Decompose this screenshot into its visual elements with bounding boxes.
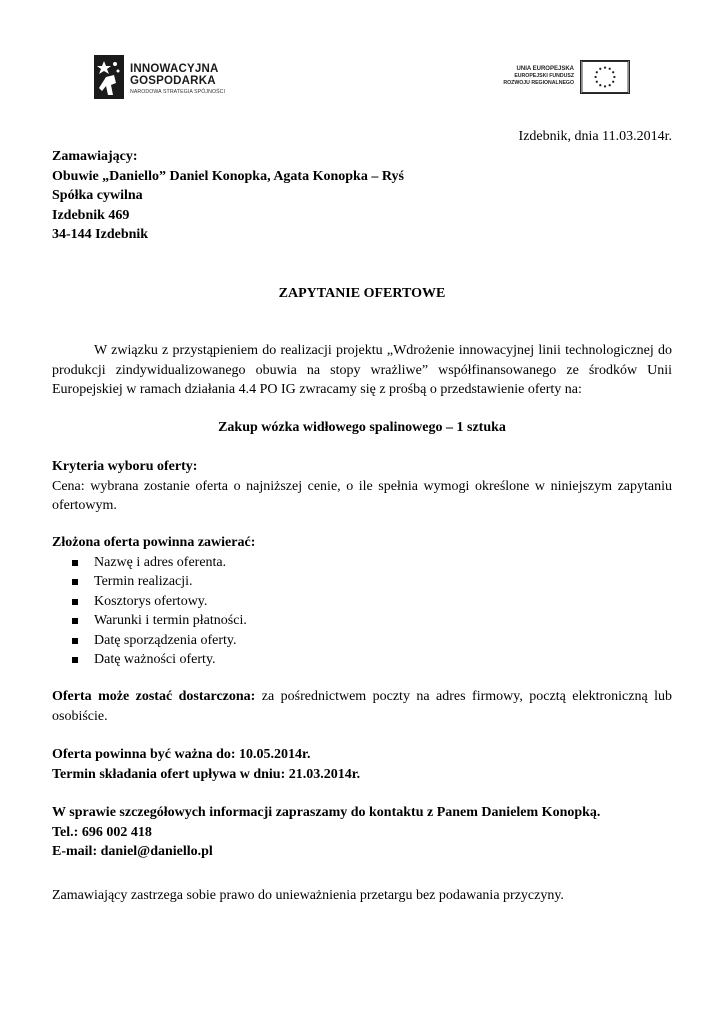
eu-flag-icon: [580, 60, 630, 94]
order-subject: Zakup wózka widłowego spalinowego – 1 sztuka: [218, 420, 506, 435]
criteria-heading: Kryteria wyboru oferty:: [52, 459, 198, 474]
eu-logo: [500, 60, 630, 94]
list-item: Termin realizacji.: [52, 572, 672, 592]
offer-deadline: Termin składania ofert upływa w dniu: 21.03.2014r.: [52, 766, 361, 782]
logo-left-line2: GOSPODARKA: [130, 75, 216, 87]
logo-left-line1: INNOWACYJNA: [130, 63, 219, 75]
contents-section: [52, 533, 672, 670]
intro-paragraph: W związku z przystąpieniem do realizacji projektu „Wdrożenie innowacyjnej linii technologicznej do produkcji zindywidualizowanego obuwia na stopy wrażliwe” współfinansowanego ze środków Unii Europejskiej w ramach działania 4.4 PO IG zwracamy się z prośbą o przedstawienie oferty na:: [52, 343, 672, 397]
place-date: Izdebnik, dnia 11.03.2014r.: [518, 129, 672, 144]
eu-logo-line3: ROZWOJU REGIONALNEGO: [503, 80, 574, 86]
orderer-block: [52, 147, 672, 245]
dates-section: [52, 745, 672, 784]
orderer-name: Obuwie „Daniello” Daniel Konopka, Agata Konopka – Ryś: [52, 168, 404, 184]
disclaimer: Zamawiający zastrzega sobie prawo do unieważnienia przetargu bez podawania przyczyny.: [52, 888, 564, 903]
figure-stars-icon: [94, 55, 124, 99]
eu-logo-line2: EUROPEJSKI FUNDUSZ: [514, 73, 574, 79]
contact-line: W sprawie szczegółowych informacji zapraszamy do kontaktu z Panem Danielem Konopką.: [52, 805, 601, 820]
list-item: Nazwę i adres oferenta.: [52, 553, 672, 573]
contact-email: E-mail: daniel@daniello.pl: [52, 844, 213, 859]
orderer-type: Spółka cywilna: [52, 188, 143, 203]
list-item: Datę sporządzenia oferty.: [52, 631, 672, 651]
orderer-address1: Izdebnik 469: [52, 207, 130, 223]
innowacyjna-gospodarka-logo: [94, 55, 244, 101]
criteria-text: Cena: wybrana zostanie oferta o najniższej cenie, o ile spełnia wymogi określone w niniejszym zapytaniu ofertowym.: [52, 478, 672, 513]
delivery-paragraph: [52, 687, 672, 726]
contact-section: [52, 803, 672, 862]
contact-phone: Tel.: 696 002 418: [52, 824, 152, 840]
criteria-section: [52, 457, 672, 516]
eu-logo-text: [503, 66, 574, 87]
list-item: Datę ważności oferty.: [52, 650, 672, 670]
logo-left-line3: NARODOWA STRATEGIA SPÓJNOŚCI: [130, 89, 226, 95]
eu-logo-line1: UNIA EUROPEJSKA: [516, 66, 574, 72]
delivery-lead: Oferta może zostać dostarczona:: [52, 689, 256, 704]
orderer-address2: 34-144 Izdebnik: [52, 227, 149, 242]
list-item: Kosztorys ofertowy.: [52, 592, 672, 612]
contents-list: [52, 553, 672, 670]
list-item: Warunki i termin płatności.: [52, 611, 672, 631]
delivery-text: za pośrednictwem poczty na adres firmowy, pocztą elektroniczną lub osobiście.: [52, 689, 672, 724]
orderer-label: Zamawiający:: [52, 149, 138, 164]
contents-heading: Złożona oferta powinna zawierać:: [52, 535, 256, 550]
offer-validity: Oferta powinna być ważna do: 10.05.2014r.: [52, 747, 311, 762]
document-title: ZAPYTANIE OFERTOWE: [278, 286, 446, 301]
